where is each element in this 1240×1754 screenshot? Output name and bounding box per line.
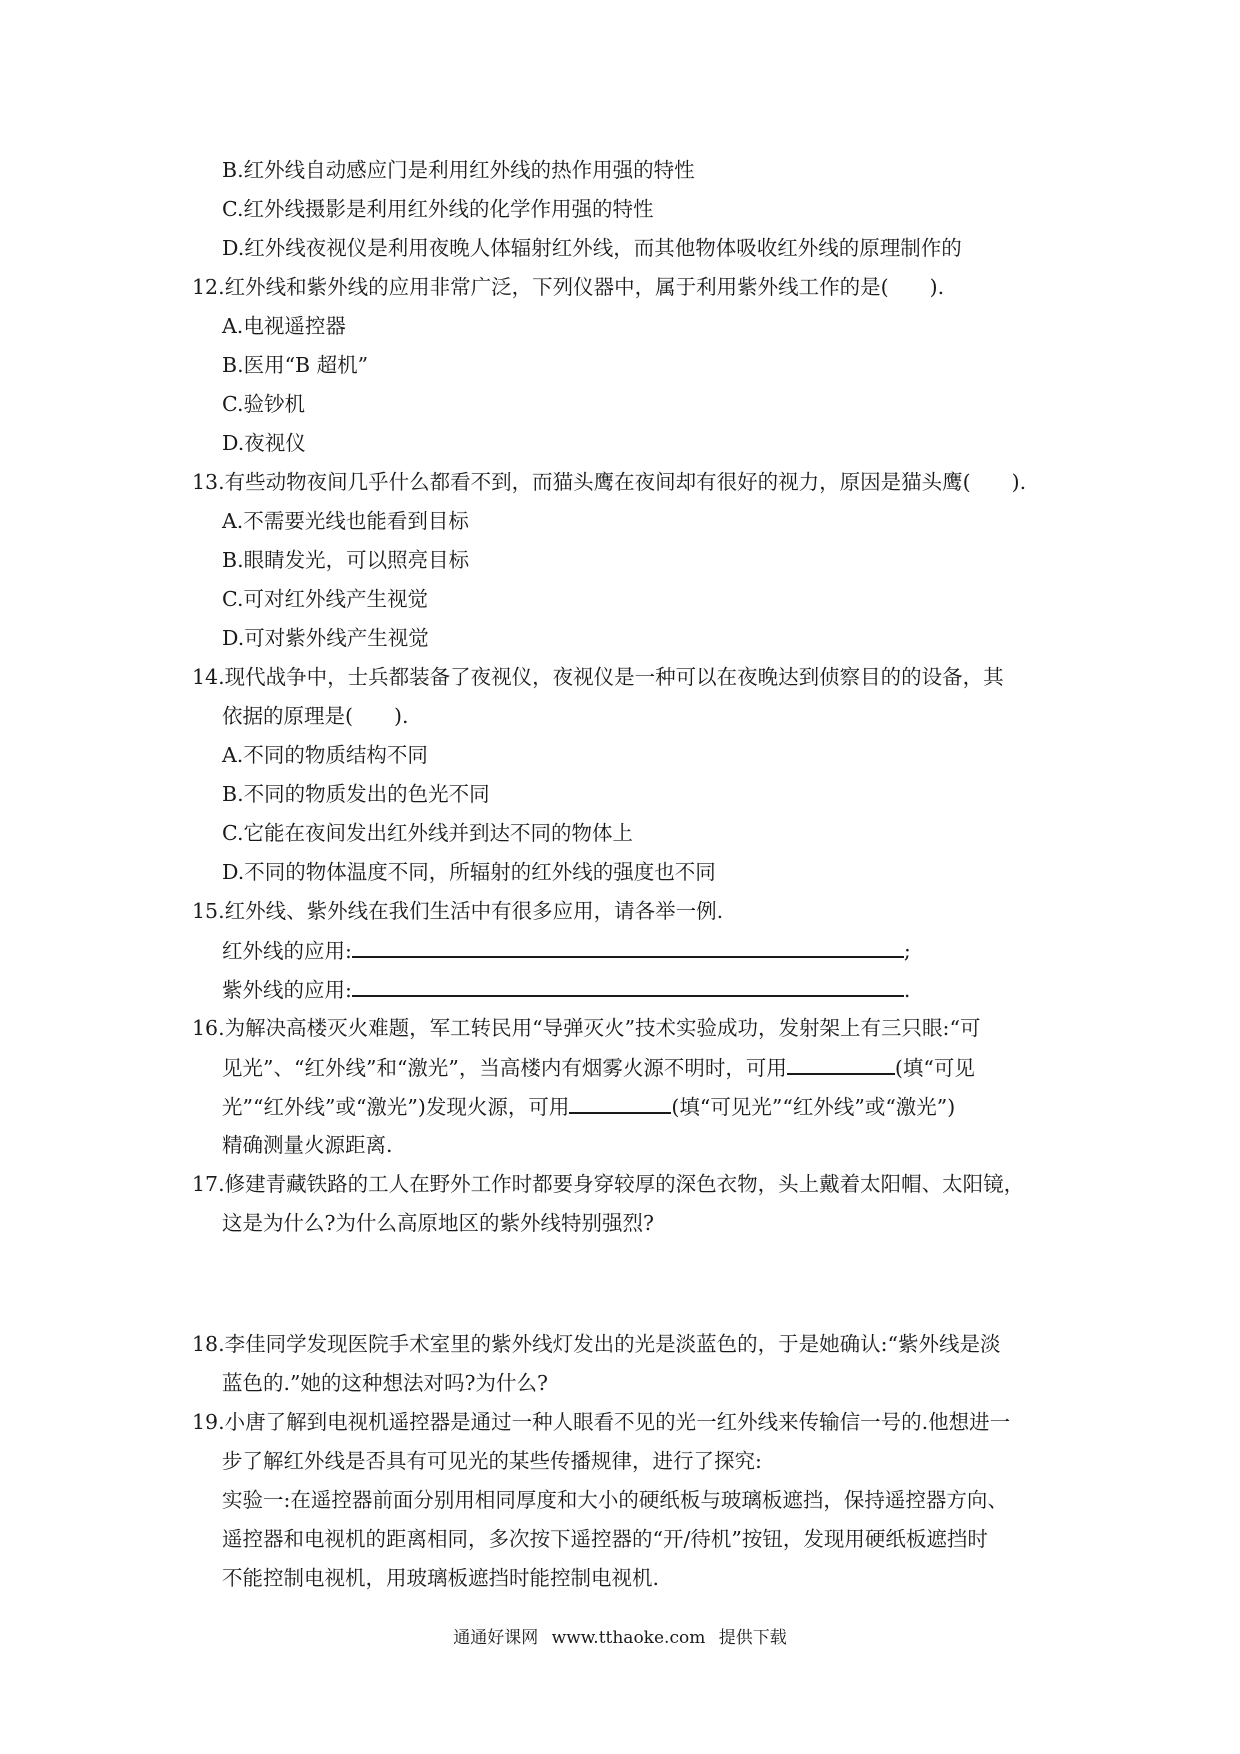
q17-line2: 这是为什么?为什么高原地区的紫外线特别强烈? bbox=[222, 1211, 654, 1235]
q13-stem: 13.有些动物夜间几乎什么都看不到，而猫头鹰在夜间却有很好的视力，原因是猫头鹰( ). bbox=[192, 470, 1027, 494]
q14-option-b: B.不同的物质发出的色光不同 bbox=[222, 782, 490, 806]
q13-option-c: C.可对红外线产生视觉 bbox=[222, 587, 428, 611]
q14-stem-line2: 依据的原理是( ). bbox=[222, 704, 409, 728]
q19-line4: 遥控器和电视机的距离相同，多次按下遥控器的“开/待机”按钮，发现用硬纸板遮挡时 bbox=[222, 1527, 988, 1551]
q13-option-b: B.眼睛发光，可以照亮目标 bbox=[222, 548, 470, 572]
q16-line4: 精确测量火源距离. bbox=[222, 1133, 393, 1157]
q11-option-c: C.红外线摄影是利用红外线的化学作用强的特性 bbox=[222, 197, 654, 221]
footer-url[interactable]: www.tthaoke.com bbox=[551, 1628, 706, 1648]
q16-line3-text: 光”“红外线”或“激光”)发现火源，可用 bbox=[222, 1095, 570, 1119]
q15-uv-answer-blank[interactable] bbox=[352, 975, 904, 997]
q15-stem: 15.红外线、紫外线在我们生活中有很多应用，请各举一例. bbox=[192, 899, 724, 923]
q14-option-d: D.不同的物体温度不同，所辐射的红外线的强度也不同 bbox=[222, 860, 716, 884]
q15-ir-row bbox=[222, 936, 911, 965]
q12-option-b: B.医用“B 超机” bbox=[222, 353, 369, 377]
q16-blank-1[interactable] bbox=[787, 1053, 895, 1075]
footer-site-name: 通通好课网 bbox=[453, 1628, 539, 1648]
q11-option-b: B.红外线自动感应门是利用红外线的热作用强的特性 bbox=[222, 158, 695, 182]
q15-uv-label: 紫外线的应用: bbox=[222, 978, 352, 1002]
q19-line2: 步了解红外线是否具有可见光的某些传播规律，进行了探究: bbox=[222, 1449, 762, 1473]
q19-line5: 不能控制电视机，用玻璃板遮挡时能控制电视机. bbox=[222, 1566, 660, 1590]
q16-line1: 16.为解决高楼灭火难题，军工转民用“导弹灭火”技术实验成功，发射架上有三只眼:“可 bbox=[192, 1016, 981, 1040]
q18-line1: 18.李佳同学发现医院手术室里的紫外线灯发出的光是淡蓝色的，于是她确认:“紫外线是淡 bbox=[192, 1332, 1001, 1356]
q14-option-c: C.它能在夜间发出红外线并到达不同的物体上 bbox=[222, 821, 633, 845]
q12-stem: 12.红外线和紫外线的应用非常广泛，下列仪器中，属于利用紫外线工作的是( ). bbox=[192, 275, 945, 299]
q19-line1: 19.小唐了解到电视机遥控器是通过一种人眼看不见的光一红外线来传输信一号的.他想进一 bbox=[192, 1410, 1011, 1434]
q15-ir-answer-blank[interactable] bbox=[352, 936, 904, 958]
q15-ir-end: ; bbox=[903, 939, 911, 963]
page-footer bbox=[0, 1626, 1240, 1650]
q18-line2: 蓝色的.”她的这种想法对吗?为什么? bbox=[222, 1371, 548, 1395]
q16-line2-text-end: (填“可见 bbox=[894, 1056, 975, 1080]
q15-uv-end: . bbox=[903, 978, 911, 1002]
q16-line2 bbox=[222, 1053, 975, 1082]
q15-uv-row bbox=[222, 975, 910, 1004]
q14-option-a: A.不同的物质结构不同 bbox=[222, 743, 428, 767]
q15-ir-label: 红外线的应用: bbox=[222, 939, 352, 963]
q13-option-a: A.不需要光线也能看到目标 bbox=[222, 509, 469, 533]
q16-line3-text-end: (填“可见光”“红外线”或“激光”) bbox=[671, 1095, 956, 1119]
q16-line2-text: 见光”、“红外线”和“激光”，当高楼内有烟雾火源不明时，可用 bbox=[222, 1056, 787, 1080]
q14-stem-line1: 14.现代战争中，士兵都装备了夜视仪，夜视仪是一种可以在夜晚达到侦察目的的设备，其 bbox=[192, 665, 1004, 689]
q11-option-d: D.红外线夜视仪是利用夜晚人体辐射红外线，而其他物体吸收红外线的原理制作的 bbox=[222, 236, 962, 260]
q12-option-d: D.夜视仪 bbox=[222, 431, 306, 455]
q12-option-c: C.验钞机 bbox=[222, 392, 305, 416]
q16-line3 bbox=[222, 1092, 955, 1121]
footer-note: 提供下载 bbox=[718, 1628, 787, 1648]
q19-line3: 实验一:在遥控器前面分别用相同厚度和大小的硬纸板与玻璃板遮挡，保持遥控器方向、 bbox=[222, 1488, 1008, 1512]
q12-option-a: A.电视遥控器 bbox=[222, 314, 346, 338]
q13-option-d: D.可对紫外线产生视觉 bbox=[222, 626, 429, 650]
q17-line1: 17.修建青藏铁路的工人在野外工作时都要身穿较厚的深色衣物，头上戴着太阳帽、太阳镜， bbox=[192, 1172, 1025, 1196]
q16-blank-2[interactable] bbox=[569, 1092, 671, 1114]
